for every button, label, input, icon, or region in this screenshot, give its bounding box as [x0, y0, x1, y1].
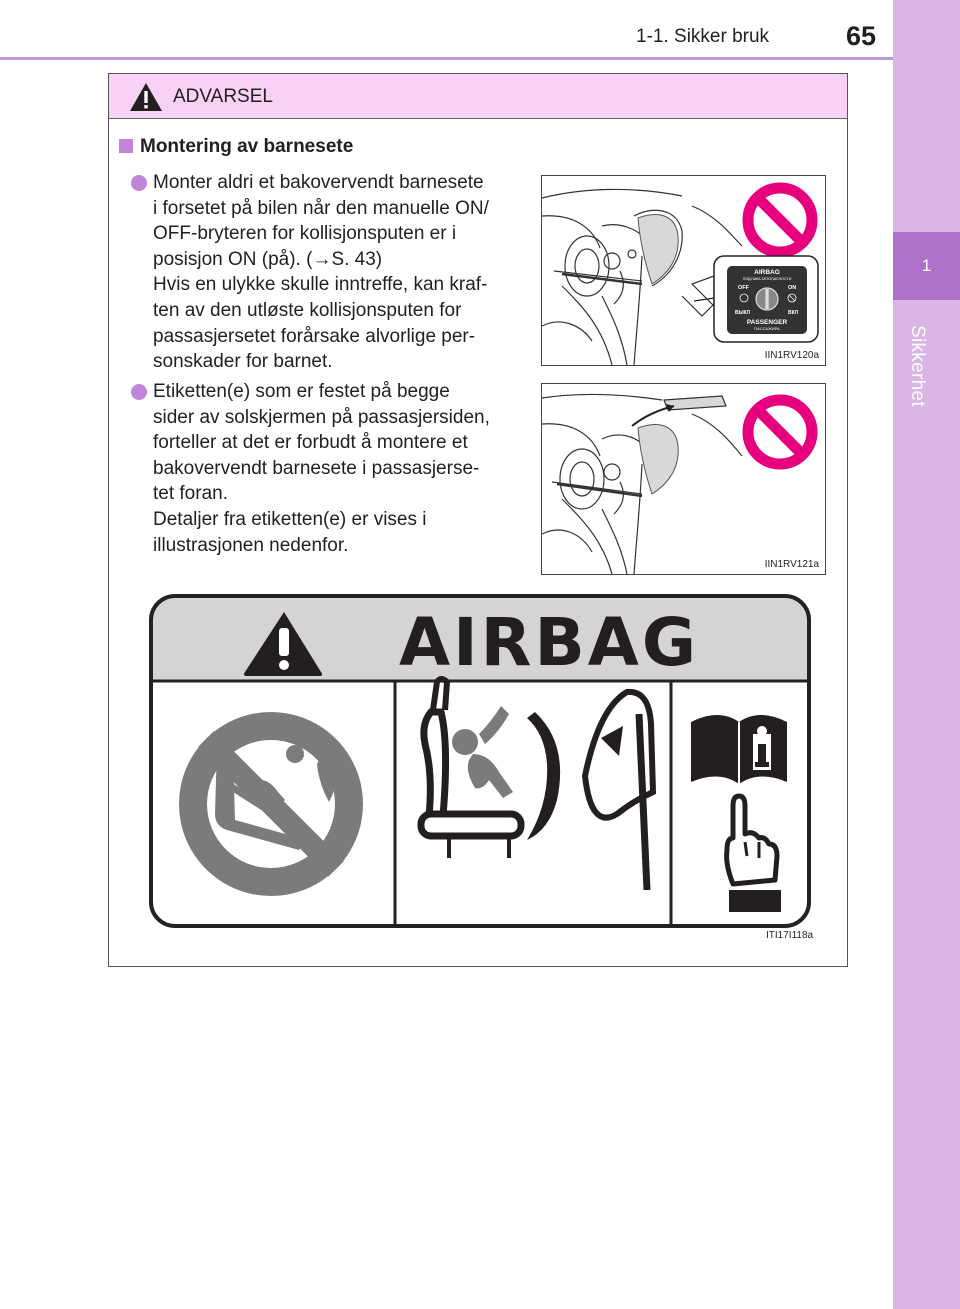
chapter-tab[interactable]	[893, 232, 960, 300]
text-line: tet foran.	[153, 483, 228, 505]
text-line: passasjersetet forårsake alvorlige per-	[153, 325, 476, 347]
warning-title: ADVARSEL	[173, 86, 273, 107]
seat-airbag-icon	[421, 679, 653, 890]
figure-airbag-switch	[541, 175, 826, 366]
bullet-1-text	[153, 170, 521, 375]
figure-sun-visor	[541, 383, 826, 575]
header-rule	[0, 57, 893, 60]
airbag-warning-label	[149, 594, 811, 928]
figure-code: IIN1RV120a	[764, 350, 819, 361]
read-manual-icon	[691, 715, 787, 784]
text-line: OFF-bryteren for kollisjonsputen er i	[153, 223, 457, 245]
square-bullet-icon	[119, 139, 133, 153]
switch-airbag-title: AIRBAG	[754, 269, 780, 276]
pointing-finger-icon	[727, 796, 781, 912]
figure-code: ITI17I118a	[766, 930, 814, 941]
switch-on-ru-label: ВКЛ	[788, 310, 799, 316]
text-line: bakovervendt barnesete i passasjerse-	[153, 457, 480, 479]
text-line: Hvis en ulykke skulle inntreffe, kan kraf-	[153, 274, 488, 296]
side-band	[893, 0, 960, 1309]
switch-off-ru-label: ВЫКЛ	[735, 310, 751, 316]
bullet-dot-icon	[131, 384, 147, 400]
subheading-text: Montering av barnesete	[140, 136, 354, 157]
switch-off-label: OFF	[738, 285, 749, 291]
prohibition-sign-icon	[748, 400, 812, 464]
car-interior-illustration	[542, 176, 825, 365]
text-line: sonskader for barnet.	[153, 351, 333, 373]
text-line: forteller at det er forbudt å montere et	[153, 432, 468, 454]
text-line: posisjon ON (på). (→S. 43)	[153, 248, 383, 270]
switch-passenger-ru-label: ПАССАЖИРА	[754, 326, 780, 331]
page-number: 65	[846, 21, 877, 51]
switch-on-label: ON	[788, 285, 797, 291]
switch-passenger-label: PASSENGER	[746, 319, 788, 326]
text-line: Monter aldri et bakovervendt barnesete	[153, 172, 484, 193]
prohibition-sign-icon	[748, 188, 812, 252]
figure-code: IIN1RV121a	[764, 559, 819, 570]
car-interior-illustration	[542, 384, 825, 574]
text-line: Detaljer fra etiketten(e) er vises i	[153, 508, 427, 530]
bullet-dot-icon	[131, 175, 147, 191]
text-line: illustrasjonen nedenfor.	[153, 534, 349, 556]
subheading	[119, 136, 353, 158]
section-title: 1-1. Sikker bruk	[636, 26, 770, 47]
text-line: Etiketten(e) som er festet på begge	[153, 381, 450, 402]
chapter-number: 1	[921, 256, 932, 275]
text-line: ten av den utløste kollisjonsputen for	[153, 299, 462, 321]
switch-airbag-subtitle: ПОДУШКА БЕЗОПАСНОСТИ	[742, 277, 792, 281]
chapter-label: Sikkerhet	[907, 325, 928, 407]
warning-header	[109, 74, 847, 119]
no-child-seat-icon	[179, 712, 363, 896]
text-line: i forsetet på bilen når den manuelle ON/	[153, 197, 489, 219]
warning-triangle-icon	[129, 82, 163, 112]
warning-box	[108, 73, 848, 967]
bullet-2-text	[153, 379, 521, 558]
airbag-label-title: AIRBAG	[398, 604, 700, 681]
text-line: sider av solskjermen på passasjersiden,	[153, 406, 490, 428]
